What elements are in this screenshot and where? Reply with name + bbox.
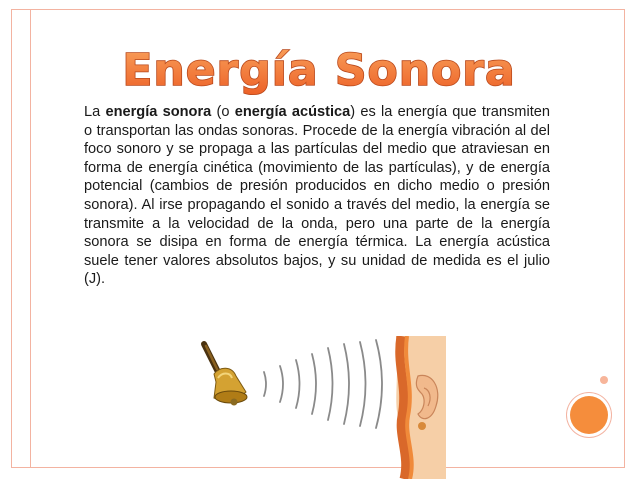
bell-icon (204, 344, 247, 406)
sound-illustration (196, 336, 446, 479)
ear-icon (396, 336, 446, 479)
decor-circle-small (600, 376, 608, 384)
body-text-run: ) es la energía que transmiten o transportan las ondas sonoras. Procede de la energía vibración al del foco sonoro y se propaga a las partículas del medio que atraviesan en forma de energía cinética (movimiento de las partículas), y de energía potencial (cambios de presión producidos en dicho medio o presión sonora). Al irse propagando el sonido a través del medio, la energía se transmite a la velocidad de la onda, pero una parte de la energía sonora se disipa en forma de energía térmica. La energía acústica suele tener valores absolutos bajos, y su unidad de medida es el julio (J). (84, 104, 550, 288)
body-paragraph (84, 103, 550, 289)
slide-title (0, 40, 638, 100)
sound-wave-icon (264, 340, 382, 428)
body-text-run: (o (211, 104, 235, 120)
decor-circle-large (570, 396, 608, 434)
body-bold-term: energía acústica (234, 104, 351, 120)
slide-title-text: Energía Sonora (122, 45, 516, 96)
body-bold-term: energía sonora (105, 104, 212, 120)
body-text-run: La (84, 104, 106, 120)
